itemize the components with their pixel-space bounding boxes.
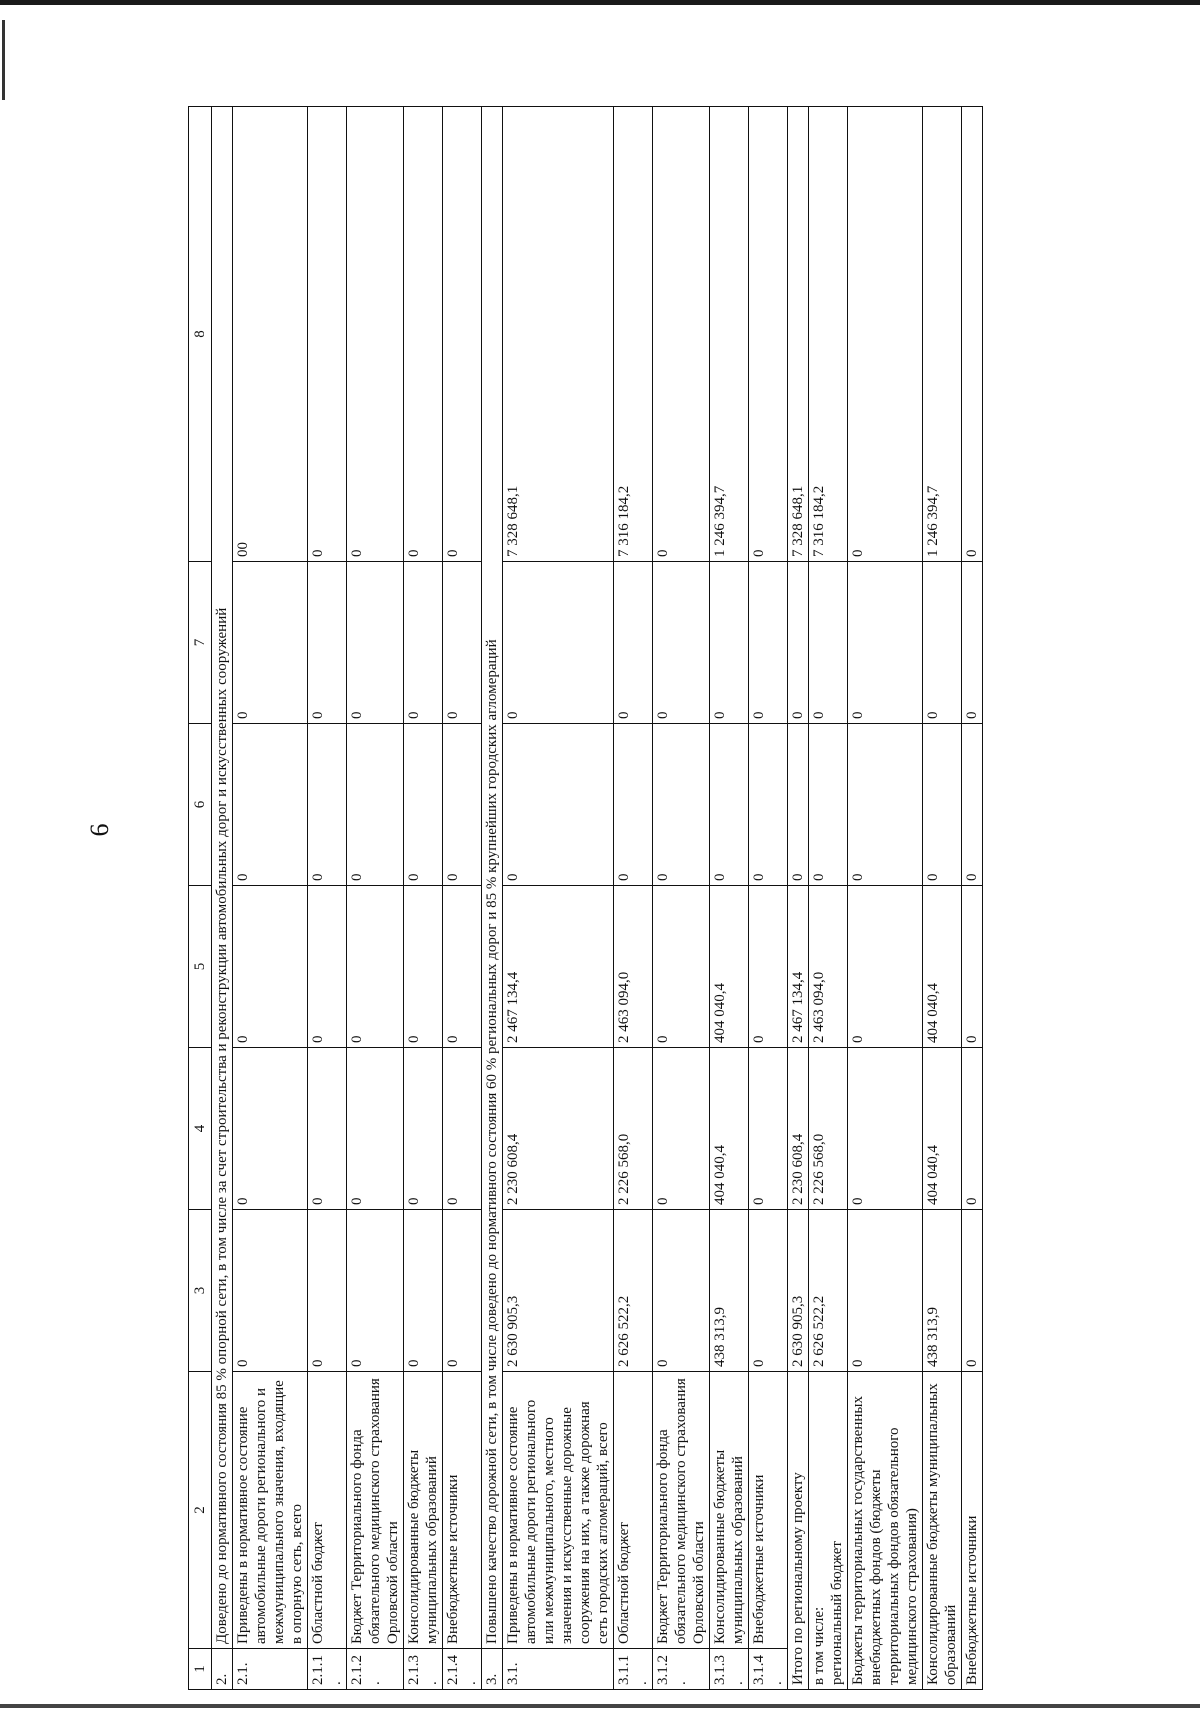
value-cell: 7 328 648,1 (503, 107, 614, 562)
value-cell: 438 313,9 (710, 1210, 749, 1372)
value-cell: 0 (653, 886, 710, 1048)
value-cell: 438 313,9 (923, 1210, 962, 1372)
row-name: Приведены в нормативное состояние автомобильные дороги регионального и межмуниципального значения, входящие в опорную сеть, всего (233, 1372, 308, 1649)
section-number: 3. (482, 1649, 503, 1690)
table-row (749, 107, 788, 1690)
table-row (404, 107, 443, 1690)
value-cell: 0 (962, 562, 983, 724)
value-cell: 00 (233, 107, 308, 562)
value-cell: 0 (809, 724, 848, 886)
table-row (710, 107, 749, 1690)
value-cell: 0 (749, 107, 788, 562)
value-cell: 2 463 094,0 (614, 886, 653, 1048)
value-cell: 0 (443, 1048, 482, 1210)
value-cell: 0 (962, 1048, 983, 1210)
row-name: Внебюджетные источники (749, 1372, 788, 1649)
row-name: Бюджет Территориального фонда обязательного медицинского страхования Орловской области (653, 1372, 710, 1649)
value-cell: 0 (503, 562, 614, 724)
row-number: 2.1.3. (404, 1649, 443, 1690)
rotated-table-container (188, 107, 1028, 1690)
value-cell: 0 (233, 1210, 308, 1372)
row-name: Бюджет Территориального фонда обязательного медицинского страхования Орловской области (347, 1372, 404, 1649)
section-number: 2. (212, 1649, 233, 1690)
value-cell: 7 328 648,1 (788, 107, 809, 562)
value-cell: 0 (404, 1048, 443, 1210)
column-header: 3 (189, 1210, 212, 1372)
value-cell: 0 (749, 1210, 788, 1372)
value-cell: 0 (962, 107, 983, 562)
value-cell: 0 (923, 562, 962, 724)
scan-top-border (0, 0, 1200, 5)
row-name: Консолидированные бюджеты муниципальных образований (710, 1372, 749, 1649)
row-number: 2.1. (233, 1649, 308, 1690)
total-row (923, 107, 962, 1690)
table-body (189, 107, 983, 1690)
value-cell: 0 (308, 724, 347, 886)
total-row (809, 107, 848, 1690)
value-cell: 0 (962, 886, 983, 1048)
value-cell: 0 (653, 107, 710, 562)
row-number: 3.1.1. (614, 1649, 653, 1690)
section-row (212, 107, 233, 1690)
table-row (347, 107, 404, 1690)
value-cell: 0 (749, 1048, 788, 1210)
value-cell: 0 (962, 724, 983, 886)
total-row (962, 107, 983, 1690)
value-cell: 0 (710, 724, 749, 886)
total-name: Внебюджетные источники (962, 1372, 983, 1690)
value-cell: 0 (749, 562, 788, 724)
table-row (653, 107, 710, 1690)
column-number-row (189, 107, 212, 1690)
section-title: Повышено качество дорожной сети, в том числе доведено до нормативного состояния 60 % региональных дорог и 85 % крупнейших городских агломераций (482, 107, 503, 1649)
value-cell: 0 (347, 724, 404, 886)
value-cell: 404 040,4 (923, 886, 962, 1048)
value-cell: 0 (233, 1048, 308, 1210)
section-title: Доведено до нормативного состояния 85 % опорной сети, в том числе за счет строительства и реконструкции автомобильных дорог и искусственных сооружений (212, 107, 233, 1649)
value-cell: 0 (962, 1210, 983, 1372)
value-cell: 0 (848, 886, 923, 1048)
value-cell: 2 626 522,2 (614, 1210, 653, 1372)
total-row (848, 107, 923, 1690)
value-cell: 404 040,4 (923, 1048, 962, 1210)
value-cell: 0 (614, 724, 653, 886)
value-cell: 7 316 184,2 (614, 107, 653, 562)
row-name: Областной бюджет (614, 1372, 653, 1649)
row-name: Консолидированные бюджеты муниципальных образований (404, 1372, 443, 1649)
value-cell: 0 (233, 562, 308, 724)
value-cell: 0 (710, 562, 749, 724)
value-cell: 0 (848, 1210, 923, 1372)
value-cell: 0 (788, 724, 809, 886)
value-cell: 2 230 608,4 (788, 1048, 809, 1210)
column-header: 8 (189, 107, 212, 562)
value-cell: 0 (233, 724, 308, 886)
row-number: 3.1.3. (710, 1649, 749, 1690)
value-cell: 0 (308, 886, 347, 1048)
value-cell: 0 (404, 724, 443, 886)
table-row (308, 107, 347, 1690)
row-name: Областной бюджет (308, 1372, 347, 1649)
total-name: в том числе: региональный бюджет (809, 1372, 848, 1690)
scan-margin-mark (2, 20, 5, 100)
value-cell: 0 (653, 1210, 710, 1372)
value-cell: 0 (347, 107, 404, 562)
row-number: 2.1.2. (347, 1649, 404, 1690)
value-cell: 2 226 568,0 (809, 1048, 848, 1210)
value-cell: 7 316 184,2 (809, 107, 848, 562)
value-cell: 0 (614, 562, 653, 724)
section-row (482, 107, 503, 1690)
value-cell: 2 226 568,0 (614, 1048, 653, 1210)
row-name: Внебюджетные источники (443, 1372, 482, 1649)
value-cell: 2 467 134,4 (503, 886, 614, 1048)
value-cell: 0 (503, 724, 614, 886)
row-number: 2.1.1. (308, 1649, 347, 1690)
value-cell: 0 (233, 886, 308, 1048)
value-cell: 2 463 094,0 (809, 886, 848, 1048)
value-cell: 0 (443, 886, 482, 1048)
value-cell: 404 040,4 (710, 1048, 749, 1210)
column-header: 4 (189, 1048, 212, 1210)
value-cell: 0 (848, 724, 923, 886)
value-cell: 2 630 905,3 (788, 1210, 809, 1372)
total-name: Бюджеты территориальных государственных внебюджетных фондов (бюджеты территориальных фондов обязательного медицинского страхования) (848, 1372, 923, 1690)
budget-table (188, 106, 983, 1690)
total-name: Консолидированные бюджеты муниципальных образований (923, 1372, 962, 1690)
value-cell: 0 (923, 724, 962, 886)
scan-bottom-border (0, 1704, 1200, 1708)
value-cell: 0 (809, 562, 848, 724)
value-cell: 0 (404, 107, 443, 562)
value-cell: 1 246 394,7 (923, 107, 962, 562)
value-cell: 0 (788, 562, 809, 724)
column-header: 5 (189, 886, 212, 1048)
value-cell: 0 (848, 107, 923, 562)
table-row (614, 107, 653, 1690)
value-cell: 0 (848, 562, 923, 724)
value-cell: 0 (308, 562, 347, 724)
value-cell: 2 230 608,4 (503, 1048, 614, 1210)
value-cell: 0 (347, 1210, 404, 1372)
row-name: Приведены в нормативное состояние автомобильные дороги регионального или межмуниципального, местного значения и искусственные дорожные сооружения на них, а также дорожная сеть городских агломераций, всего (503, 1372, 614, 1649)
row-number: 3.1.2. (653, 1649, 710, 1690)
total-name: Итого по региональному проекту (788, 1372, 809, 1690)
value-cell: 0 (443, 562, 482, 724)
row-number: 3.1. (503, 1649, 614, 1690)
value-cell: 0 (404, 562, 443, 724)
value-cell: 404 040,4 (710, 886, 749, 1048)
value-cell: 0 (404, 1210, 443, 1372)
value-cell: 2 630 905,3 (503, 1210, 614, 1372)
value-cell: 0 (653, 724, 710, 886)
value-cell: 0 (653, 1048, 710, 1210)
value-cell: 0 (443, 724, 482, 886)
value-cell: 0 (443, 1210, 482, 1372)
total-row (788, 107, 809, 1690)
column-header: 2 (189, 1372, 212, 1649)
column-header: 1 (189, 1649, 212, 1690)
table-row (503, 107, 614, 1690)
value-cell: 0 (749, 886, 788, 1048)
page-number: 6 (85, 823, 114, 837)
value-cell: 0 (848, 1048, 923, 1210)
value-cell: 0 (404, 886, 443, 1048)
value-cell: 0 (653, 562, 710, 724)
value-cell: 0 (308, 1210, 347, 1372)
row-number: 2.1.4. (443, 1649, 482, 1690)
value-cell: 0 (347, 886, 404, 1048)
table-row (233, 107, 308, 1690)
value-cell: 2 626 522,2 (809, 1210, 848, 1372)
value-cell: 0 (749, 724, 788, 886)
value-cell: 2 467 134,4 (788, 886, 809, 1048)
row-number: 3.1.4. (749, 1649, 788, 1690)
value-cell: 0 (308, 1048, 347, 1210)
value-cell: 0 (347, 562, 404, 724)
table-row (443, 107, 482, 1690)
column-header: 7 (189, 562, 212, 724)
value-cell: 0 (443, 107, 482, 562)
value-cell: 0 (347, 1048, 404, 1210)
value-cell: 0 (308, 107, 347, 562)
column-header: 6 (189, 724, 212, 886)
value-cell: 1 246 394,7 (710, 107, 749, 562)
